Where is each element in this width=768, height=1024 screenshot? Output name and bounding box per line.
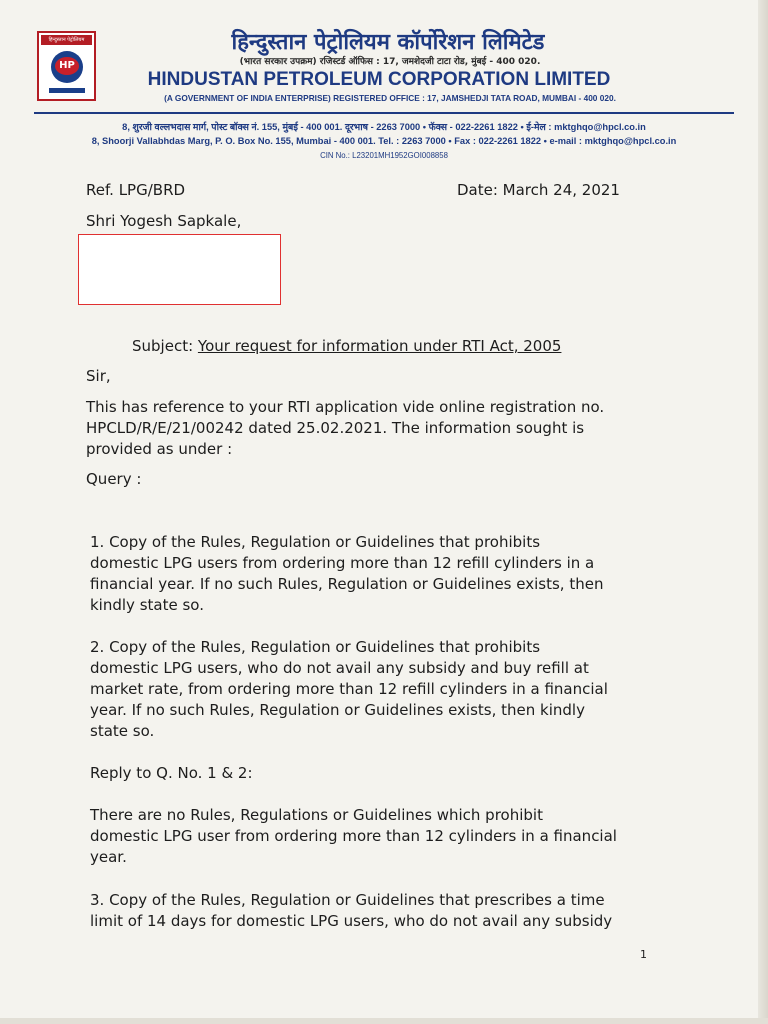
q3-line: 3. Copy of the Rules, Regulation or Guidelines that prescribes a time bbox=[90, 891, 605, 909]
logo-letters: HP bbox=[55, 57, 79, 75]
query-label: Query : bbox=[86, 470, 142, 488]
subject-prefix: Subject: bbox=[132, 337, 198, 355]
letter-date: Date: March 24, 2021 bbox=[457, 181, 620, 199]
q2-line: 2. Copy of the Rules, Regulation or Guidelines that prohibits bbox=[90, 638, 541, 656]
cin-number: CIN No.: L23201MH1952GOI008858 bbox=[320, 151, 448, 160]
q1-line: financial year. If no such Rules, Regulation or Guidelines exists, then bbox=[90, 575, 604, 593]
registered-office-english: (A GOVERNMENT OF INDIA ENTERPRISE) REGISTERED OFFICE : 17, JAMSHEDJI TATA ROAD, MUMBAI - 400 020. bbox=[164, 93, 616, 103]
addressee-name: Shri Yogesh Sapkale, bbox=[86, 212, 242, 230]
letterhead-divider bbox=[34, 112, 734, 114]
office-address-hindi: 8, शुरजी वल्लभदास मार्ग, पोस्ट बॉक्स नं. 155, मुंबई - 400 001. दूरभाष - 2263 7000 • फॅक्स - 022-2261 1822 • ई-मेल : mktghqo@hpcl.co.in bbox=[122, 122, 646, 132]
q3-line: limit of 14 days for domestic LPG users, who do not avail any subsidy bbox=[90, 912, 613, 930]
reference-number: Ref. LPG/BRD bbox=[86, 181, 186, 199]
page-number: 1 bbox=[640, 948, 647, 961]
q2-line: market rate, from ordering more than 12 refill cylinders in a financial bbox=[90, 680, 608, 698]
office-address-english: 8, Shoorji Vallabhdas Marg, P. O. Box No. 155, Mumbai - 400 001. Tel. : 2263 7000 • Fax : 022-2261 1822 • e-mail : mktghqo@hpcl.co.in bbox=[91, 136, 677, 146]
hpcl-logo bbox=[37, 31, 96, 101]
subject-line bbox=[132, 336, 561, 357]
registered-office-hindi: (भारत सरकार उपक्रम) रजिस्टर्ड ऑफिस : 17, जमशेदजी टाटा रोड, मुंबई - 400 020. bbox=[239, 57, 541, 67]
intro-line: provided as under : bbox=[86, 440, 233, 458]
intro-line: This has reference to your RTI application vide online registration no. bbox=[86, 398, 605, 416]
reply-label: Reply to Q. No. 1 & 2: bbox=[90, 764, 253, 782]
intro-line: HPCLD/R/E/21/00242 dated 25.02.2021. The information sought is bbox=[86, 419, 585, 437]
logo-base-bar bbox=[49, 88, 85, 93]
q2-line: domestic LPG users, who do not avail any subsidy and buy refill at bbox=[90, 659, 589, 677]
q1-line: domestic LPG users from ordering more than 12 refill cylinders in a bbox=[90, 554, 595, 572]
reply-line: domestic LPG user from ordering more than 12 cylinders in a financial bbox=[90, 827, 617, 845]
reply-line: year. bbox=[90, 848, 127, 866]
q1-line: kindly state so. bbox=[90, 596, 204, 614]
salutation: Sir, bbox=[86, 367, 111, 385]
page-bottom-edge bbox=[0, 1018, 768, 1024]
q1-line: 1. Copy of the Rules, Regulation or Guidelines that prohibits bbox=[90, 533, 541, 551]
q2-line: state so. bbox=[90, 722, 155, 740]
company-name-hindi: हिन्दुस्तान पेट्रोलियम कॉर्पोरेशन लिमिटेड bbox=[231, 30, 545, 55]
subject-text: Your request for information under RTI Act, 2005 bbox=[197, 337, 562, 355]
redacted-address-box bbox=[78, 234, 281, 305]
logo-band-text: हिन्दुस्तान पेट्रोलियम bbox=[41, 35, 92, 45]
reply-line: There are no Rules, Regulations or Guidelines which prohibit bbox=[90, 806, 543, 824]
page-edge bbox=[758, 0, 768, 1024]
q2-line: year. If no such Rules, Regulation or Guidelines exists, then kindly bbox=[90, 701, 585, 719]
hp-emblem-icon bbox=[51, 51, 83, 83]
company-name-english: HINDUSTAN PETROLEUM CORPORATION LIMITED bbox=[147, 69, 611, 90]
